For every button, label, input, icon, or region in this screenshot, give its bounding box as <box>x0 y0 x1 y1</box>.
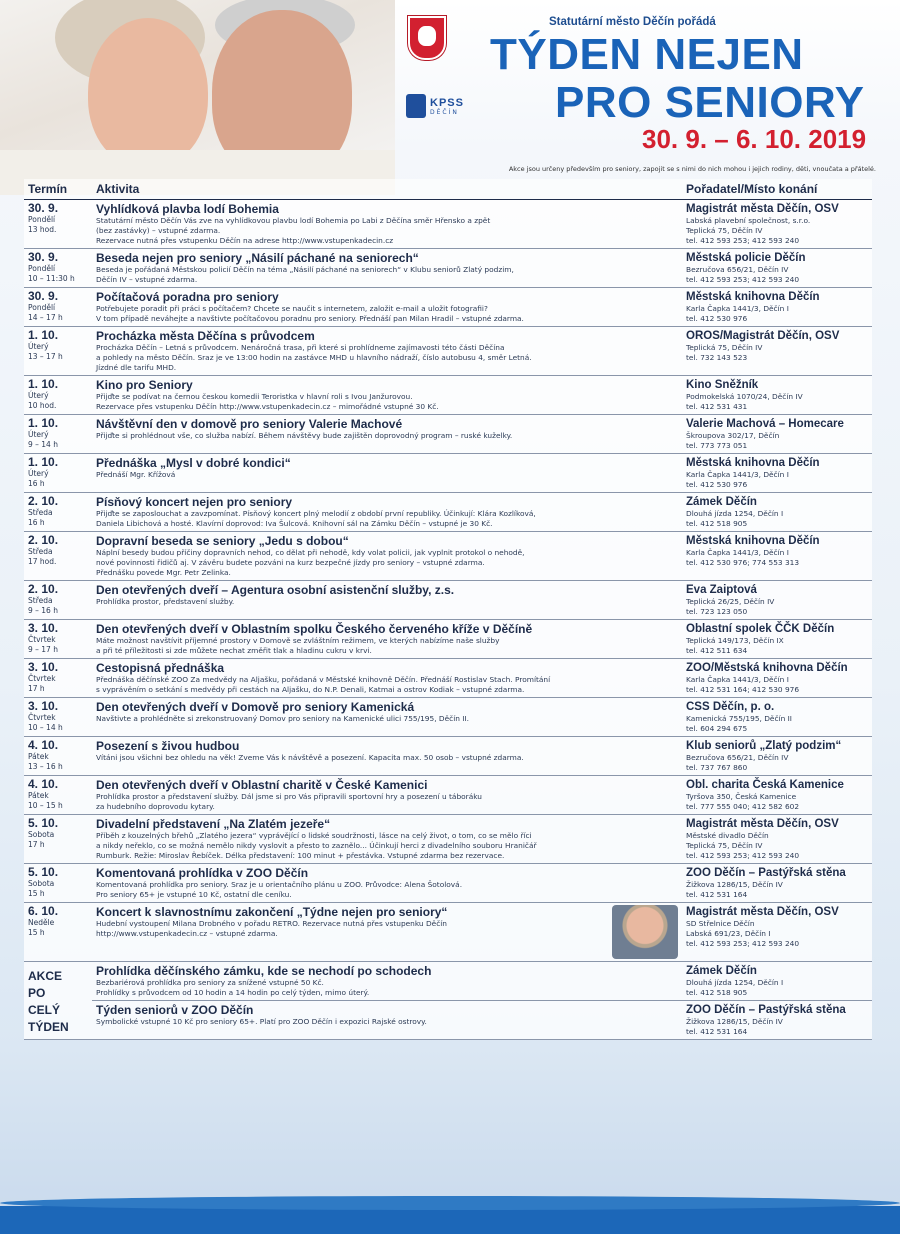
event-date: 1. 10. <box>28 455 59 469</box>
activity-cell <box>92 200 682 249</box>
header-photo-seniors <box>0 0 395 195</box>
organizer-name: CSS Děčín, p. o. <box>686 701 775 713</box>
organizer-name: OROS/Magistrát Děčín, OSV <box>686 330 840 342</box>
table-row <box>24 659 872 698</box>
table-row <box>24 454 872 493</box>
organizer-detail: Dlouhá jízda 1254, Děčín I <box>686 509 784 518</box>
kpss-logo-text: KPSS <box>430 96 464 109</box>
organizer-detail: tel. 412 511 634 <box>686 646 748 655</box>
organizer-detail: tel. 412 593 253; 412 593 240 <box>686 939 800 948</box>
event-dates: 30. 9. – 6. 10. 2019 <box>642 124 867 154</box>
organizer-cell <box>682 415 872 454</box>
term-cell <box>24 376 92 415</box>
event-time: 17 h <box>28 840 45 849</box>
organizer-cell <box>682 815 872 864</box>
column-header-activity: Aktivita <box>92 179 682 200</box>
organizer-cell <box>682 962 872 1001</box>
activity-description: za hudebního doprovodu kytary. <box>96 802 215 811</box>
activity-title: Komentovaná prohlídka v ZOO Děčín <box>96 866 309 880</box>
term-cell <box>24 659 92 698</box>
activity-description: Symbolické vstupné 10 Kč pro seniory 65+. Platí pro ZOO Děčín i expozici Rajské ostrovy. <box>96 1017 427 1026</box>
event-time: 16 h <box>28 479 45 488</box>
organizer-name: ZOO/Městská knihovna Děčín <box>686 662 848 674</box>
event-time: 17 h <box>28 684 45 693</box>
table-row <box>24 532 872 581</box>
activity-description: s vyprávěním o setkání s medvědy při cestách na Aljašku, do N.P. Denali, Katmai a ostrov Kodiak – vstupné zdarma. <box>96 685 525 694</box>
organizer-detail: tel. 412 593 253; 412 593 240 <box>686 236 800 245</box>
event-day: Středa <box>28 596 53 605</box>
organizer-detail: Teplická 75, Děčín IV <box>686 343 763 352</box>
event-day: Sobota <box>28 830 55 839</box>
organizer-cell <box>682 200 872 249</box>
column-header-organizer: Pořadatel/Místo konání <box>682 179 872 200</box>
city-coat-of-arms-icon <box>408 16 446 60</box>
organizer-detail: Dlouhá jízda 1254, Děčín I <box>686 978 784 987</box>
activity-title: Vyhlídková plavba lodí Bohemia <box>96 202 279 216</box>
event-day: Pátek <box>28 791 49 800</box>
event-date: 3. 10. <box>28 699 59 713</box>
event-date: 30. 9. <box>28 250 59 264</box>
event-day: Středa <box>28 508 53 517</box>
organizer-name: ZOO Děčín – Pastýřská stěna <box>686 867 846 879</box>
event-time: 10 hod. <box>28 401 57 410</box>
event-day: Pondělí <box>28 303 56 312</box>
activity-description: Vítáni jsou všichni bez ohledu na věk! Zveme Vás k návštěvě a posezení. Kapacita max. 50 osob – vstupné zdarma. <box>96 753 524 762</box>
activity-description: Statutární město Děčín Vás zve na vyhlídkovou plavbu lodí Bohemia po Labi z Děčína směr Hřensko a zpět <box>96 216 491 225</box>
activity-title: Den otevřených dveří v Oblastním spolku Českého červeného kříže v Děčíně <box>96 622 533 636</box>
activity-description: a pohledy na město Děčín. Sraz je ve 13:00 hodin na zastávce MHD u hlavního nádraží, číslo autobusu 4, směr Letná. <box>96 353 532 362</box>
organizer-cell <box>682 327 872 376</box>
organizer-cell <box>682 903 872 962</box>
organizer-detail: Karla Čapka 1441/3, Děčín I <box>686 304 789 313</box>
term-cell <box>24 581 92 620</box>
organizer-detail: Bezručova 656/21, Děčín IV <box>686 265 789 274</box>
activity-title: Den otevřených dveří – Agentura osobní asistenční služby, z.s. <box>96 583 455 597</box>
organizer-name: Magistrát města Děčín, OSV <box>686 818 839 830</box>
activity-cell <box>92 815 682 864</box>
event-day: Neděle <box>28 918 55 927</box>
activity-description: (bez zastávky) – vstupné zdarma. <box>96 226 221 235</box>
activity-cell <box>92 581 682 620</box>
schedule-table <box>24 179 872 1040</box>
organizer-detail: Tyršova 350, Česká Kamenice <box>686 792 797 801</box>
organizer-detail: tel. 412 530 976 <box>686 480 748 489</box>
event-day: Čtvrtek <box>28 674 56 683</box>
activity-description: http://www.vstupenkadecin.cz – vstupné zdarma. <box>96 929 278 938</box>
activity-title: Týden seniorů v ZOO Děčín <box>96 1003 254 1017</box>
organizer-cell <box>682 532 872 581</box>
event-date: 30. 9. <box>28 289 59 303</box>
organizer-detail: tel. 412 518 905 <box>686 519 748 528</box>
activity-description: Bezbariérová prohlídka pro seniory za snížené vstupné 50 Kč. <box>96 978 324 987</box>
all-week-label-line: TÝDEN <box>28 1020 69 1034</box>
term-cell <box>24 249 92 288</box>
activity-description: a při té příležitosti si zde můžete nechat změřit tlak a hladinu cukru v krvi. <box>96 646 372 655</box>
organizer-detail: Žižkova 1286/15, Děčín IV <box>686 880 783 889</box>
page-title-line1: TÝDEN NEJEN <box>490 30 804 79</box>
activity-cell <box>92 493 682 532</box>
activity-description: a nikdy neřeklo, co se možná nemělo nikdy vyslovit a přesto to zaznělo... Účinkují herci z divadelního souboru Hraničář <box>96 841 537 850</box>
audience-note: Akce jsou určeny především pro seniory, zapojit se s nimi do nich mohou i jejich rodiny, děti, vnoučata a přátelé. <box>508 165 876 173</box>
organizer-name: Eva Zaiptová <box>686 584 757 596</box>
event-time: 17 hod. <box>28 557 57 566</box>
activity-cell <box>92 737 682 776</box>
event-day: Čtvrtek <box>28 635 56 644</box>
organizer-detail: Teplická 26/25, Děčín IV <box>686 597 775 606</box>
organizer-name: Obl. charita Česká Kamenice <box>686 779 844 791</box>
organizer-detail: tel. 604 294 675 <box>686 724 748 733</box>
organizer-detail: Kamenická 755/195, Děčín II <box>686 714 792 723</box>
activity-description: Prohlídky s průvodcem od 10 hodin a 14 hodin po celý týden, mimo úterý. <box>96 988 370 997</box>
activity-title: Cestopisná přednáška <box>96 661 225 675</box>
organizer-detail: Karla Čapka 1441/3, Děčín I <box>686 675 789 684</box>
term-cell <box>24 200 92 249</box>
activity-description: Příběh z kouzelných břehů „Zlatého jezera“ vyprávějící o lidské soudržnosti, lásce na celý život, o tom, co se mělo říci <box>96 831 532 840</box>
activity-description: Náplní besedy budou příčiny dopravních nehod, co dělat při nehodě, kdy volat policii, jak vyplnit protokol o nehodě, <box>96 548 525 557</box>
table-row <box>24 288 872 327</box>
activity-description: V tom případě neváhejte a navštivte počítačovou poradnu pro seniory. Přednáší pan Milan Hradil – vstupné zdarma. <box>96 314 524 323</box>
organizer-cell <box>682 493 872 532</box>
activity-cell <box>92 415 682 454</box>
table-row <box>24 903 872 962</box>
activity-title: Den otevřených dveří v Oblastní charitě v České Kamenici <box>96 778 428 792</box>
activity-description: Rumburk. Režie: Miroslav Řebíček. Délka představení: 100 minut + přestávka. Vstupné zdarma bez rezervace. <box>96 851 505 860</box>
organizer-cell <box>682 620 872 659</box>
activity-description: Prohlídka prostor, představení služby. <box>96 597 235 606</box>
organizer-detail: Teplická 75, Děčín IV <box>686 226 763 235</box>
table-row <box>24 200 872 249</box>
organizer-detail: Karla Čapka 1441/3, Děčín I <box>686 470 789 479</box>
organizer-name: Magistrát města Děčín, OSV <box>686 906 839 918</box>
event-date: 4. 10. <box>28 777 59 791</box>
event-day: Čtvrtek <box>28 713 56 722</box>
event-date: 5. 10. <box>28 865 59 879</box>
activity-description: Jízdné dle tarifu MHD. <box>96 363 177 372</box>
term-cell <box>24 532 92 581</box>
organizer-cell <box>682 737 872 776</box>
organizer-detail: tel. 412 530 976 <box>686 314 748 323</box>
term-cell <box>24 698 92 737</box>
event-day: Pondělí <box>28 215 56 224</box>
activity-cell <box>92 288 682 327</box>
organizer-name: Valerie Machová – Homecare <box>686 418 844 430</box>
activity-description: Máte možnost navštívit příjemné prostory v Domově se zvláštním režimem, ve kterých nabízíme naše služby <box>96 636 500 645</box>
table-row <box>24 415 872 454</box>
organizer-detail: tel. 412 530 976; 774 553 313 <box>686 558 800 567</box>
organizer-detail: tel. 412 531 164 <box>686 1027 748 1036</box>
organizer-detail: Bezručova 656/21, Děčín IV <box>686 753 789 762</box>
activity-cell <box>92 659 682 698</box>
event-date: 30. 9. <box>28 201 59 215</box>
organizer-detail: Labská plavební společnost, s.r.o. <box>686 216 811 225</box>
event-date: 2. 10. <box>28 533 59 547</box>
event-time: 10 – 11:30 h <box>28 274 75 283</box>
activity-cell <box>92 698 682 737</box>
table-row <box>24 581 872 620</box>
event-time: 9 – 17 h <box>28 645 58 654</box>
activity-cell <box>92 1001 682 1040</box>
event-day: Úterý <box>28 391 49 400</box>
organizer-detail: tel. 412 531 431 <box>686 402 748 411</box>
event-date: 1. 10. <box>28 328 59 342</box>
event-time: 16 h <box>28 518 45 527</box>
organizer-name: Zámek Děčín <box>686 496 757 508</box>
column-header-term: Termín <box>24 179 92 200</box>
footer-wave <box>0 1206 900 1234</box>
event-date: 3. 10. <box>28 621 59 635</box>
activity-description: Přijďte se zaposlouchat a zavzpomínat. Písňový koncert plný melodií z období první republiky. Účinkují: Klára Kozlíková, <box>96 509 536 518</box>
table-header-row <box>24 179 872 200</box>
activity-description: Rezervace nutná přes vstupenku Děčín na adrese http://www.vstupenkadecin.cz <box>96 236 394 245</box>
term-cell <box>24 288 92 327</box>
term-cell <box>24 903 92 962</box>
activity-cell <box>92 327 682 376</box>
table-row <box>24 493 872 532</box>
activity-title: Den otevřených dveří v Domově pro seniory Kamenická <box>96 700 415 714</box>
organizer-line: Statutární město Děčín pořádá <box>549 16 716 28</box>
event-day: Pátek <box>28 752 49 761</box>
organizer-cell <box>682 1001 872 1040</box>
organizer-detail: Žižkova 1286/15, Děčín IV <box>686 1017 783 1026</box>
activity-title: Kino pro Seniory <box>96 378 193 392</box>
event-day: Sobota <box>28 879 55 888</box>
activity-cell <box>92 249 682 288</box>
event-day: Úterý <box>28 430 49 439</box>
activity-description: Prohlídka prostor a představení služby. Dál jsme si pro Vás připravili sportovní hry a posezení u táboráku <box>96 792 482 801</box>
activity-description: Hudební vystoupení Milana Drobného v pořadu RETRO. Rezervace nutná přes vstupenku Děčín <box>96 919 447 928</box>
term-cell <box>24 864 92 903</box>
event-date: 1. 10. <box>28 416 59 430</box>
organizer-name: Magistrát města Děčín, OSV <box>686 203 839 215</box>
organizer-detail: Teplická 149/173, Děčín IX <box>686 636 784 645</box>
activity-cell <box>92 864 682 903</box>
term-cell <box>24 327 92 376</box>
organizer-detail: tel. 412 518 905 <box>686 988 748 997</box>
activity-title: Divadelní představení „Na Zlatém jezeře“ <box>96 817 331 831</box>
term-cell <box>24 415 92 454</box>
term-cell <box>24 620 92 659</box>
table-row-all-week <box>24 962 872 1001</box>
organizer-detail: Městské divadlo Děčín <box>686 831 769 840</box>
kpss-logo <box>406 94 464 118</box>
table-row <box>24 620 872 659</box>
table-row <box>24 249 872 288</box>
event-time: 14 – 17 h <box>28 313 63 322</box>
activity-title: Písňový koncert nejen pro seniory <box>96 495 293 509</box>
table-row <box>24 737 872 776</box>
activity-description: Přijďte se podívat na černou českou komedii Teroristka v hlavní roli s Ivou Janžurovou. <box>96 392 413 401</box>
kpss-logo-subtext: DĚČÍN <box>430 108 459 116</box>
activity-cell <box>92 376 682 415</box>
organizer-name: Oblastní spolek ČČK Děčín <box>686 623 835 635</box>
organizer-detail: Podmokelská 1070/24, Děčín IV <box>686 392 803 401</box>
all-week-label-line: CELÝ <box>28 1003 61 1017</box>
activity-description: Procházka Děčín – Letná s průvodcem. Nenáročná trasa, při které si prohlídneme zajímavosti této části Děčína <box>96 343 505 352</box>
event-date: 5. 10. <box>28 816 59 830</box>
event-date: 4. 10. <box>28 738 59 752</box>
activity-description: nové povinnosti řidičů aj. V závěru budete pozváni na kurz bezpečné jízdy pro seniory – vstupné zdarma. <box>96 558 485 567</box>
organizer-cell <box>682 288 872 327</box>
organizer-detail: tel. 773 773 051 <box>686 441 748 450</box>
event-time: 15 h <box>28 928 45 937</box>
organizer-detail: Labská 691/23, Děčín I <box>686 929 771 938</box>
organizer-detail: tel. 737 767 860 <box>686 763 748 772</box>
term-cell <box>24 776 92 815</box>
activity-cell <box>92 962 682 1001</box>
organizer-name: Zámek Děčín <box>686 965 757 977</box>
organizer-detail: SD Střelnice Děčín <box>686 919 755 928</box>
organizer-cell <box>682 659 872 698</box>
organizer-cell <box>682 581 872 620</box>
event-time: 15 h <box>28 889 45 898</box>
organizer-name: Městská knihovna Děčín <box>686 535 820 547</box>
event-time: 10 – 14 h <box>28 723 63 732</box>
organizer-name: Městská knihovna Děčín <box>686 457 820 469</box>
organizer-name: Kino Sněžník <box>686 379 759 391</box>
organizer-detail: Škroupova 302/17, Děčín <box>686 431 780 440</box>
organizer-name: ZOO Děčín – Pastýřská stěna <box>686 1004 846 1016</box>
table-row <box>24 815 872 864</box>
organizer-detail: tel. 732 143 523 <box>686 353 748 362</box>
table-row <box>24 327 872 376</box>
term-cell <box>24 493 92 532</box>
activity-description: Přijďte si prohlédnout vše, co služba nabízí. Během návštěvy bude zajištěn doprovodný program – ruské kuželky. <box>96 431 513 440</box>
term-cell <box>24 737 92 776</box>
table-row-all-week <box>24 1001 872 1040</box>
organizer-detail: Karla Čapka 1441/3, Děčín I <box>686 548 789 557</box>
activity-title: Počítačová poradna pro seniory <box>96 290 279 304</box>
activity-title: Koncert k slavnostnímu zakončení „Týdne nejen pro seniory“ <box>96 905 448 919</box>
event-time: 9 – 14 h <box>28 440 58 449</box>
activity-title: Přednáška „Mysl v dobré kondici“ <box>96 456 291 470</box>
activity-title: Beseda nejen pro seniory „Násilí páchané na seniorech“ <box>96 251 419 265</box>
activity-title: Posezení s živou hudbou <box>96 739 240 753</box>
activity-cell <box>92 620 682 659</box>
activity-description: Děčín IV – vstupné zdarma. <box>96 275 198 284</box>
all-week-label-line: PO <box>28 986 46 1000</box>
activity-description: Beseda je pořádaná Městskou policií Děčín na téma „Násilí páchané na seniorech“ v Klubu seniorů Zlatý podzim, <box>96 265 514 274</box>
event-day: Pondělí <box>28 264 56 273</box>
event-time: 9 – 16 h <box>28 606 58 615</box>
event-day: Úterý <box>28 469 49 478</box>
kpss-figure-icon <box>406 94 426 118</box>
organizer-detail: tel. 723 123 050 <box>686 607 748 616</box>
organizer-detail: tel. 412 593 253; 412 593 240 <box>686 851 800 860</box>
all-week-label-line: AKCE <box>28 969 63 983</box>
page-title-line2: PRO SENIORY <box>555 78 865 127</box>
organizer-cell <box>682 376 872 415</box>
organizer-detail: tel. 412 593 253; 412 593 240 <box>686 275 800 284</box>
performer-photo <box>612 905 678 959</box>
table-row <box>24 864 872 903</box>
organizer-name: Městská policie Děčín <box>686 252 806 264</box>
event-date: 2. 10. <box>28 582 59 596</box>
activity-description: Přednáška děčínské ZOO Za medvědy na Aljašku, pořádaná v Městské knihovně Děčín. Přednáší Rostislav Stach. Promítání <box>96 675 551 684</box>
all-week-label <box>24 962 92 1040</box>
organizer-name: Klub seniorů „Zlatý podzim“ <box>686 740 842 752</box>
event-date: 3. 10. <box>28 660 59 674</box>
activity-description: Potřebujete poradit při práci s počítačem? Chcete se naučit s internetem, založit e-mail a uložit fotografii? <box>96 304 488 313</box>
activity-title: Prohlídka děčínského zámku, kde se nechodí po schodech <box>96 964 432 978</box>
term-cell <box>24 815 92 864</box>
term-cell <box>24 454 92 493</box>
activity-description: Přednáší Mgr. Křížová <box>96 470 176 479</box>
organizer-detail: tel. 777 555 040; 412 582 602 <box>686 802 800 811</box>
table-row <box>24 376 872 415</box>
event-time: 13 – 16 h <box>28 762 63 771</box>
organizer-cell <box>682 864 872 903</box>
organizer-cell <box>682 454 872 493</box>
activity-cell <box>92 454 682 493</box>
activity-cell <box>92 532 682 581</box>
activity-description: Komentovaná prohlídka pro seniory. Sraz je u orientačního plánu u ZOO. Průvodce: Alena Šotolová. <box>96 880 463 889</box>
event-date: 2. 10. <box>28 494 59 508</box>
event-day: Středa <box>28 547 53 556</box>
activity-description: Daniela Libichová a hosté. Klavírní doprovod: Iva Šulcová. Knihovní sál na Zámku Děčín – vstupné je 30 Kč. <box>96 519 493 528</box>
organizer-detail: tel. 412 531 164; 412 530 976 <box>686 685 800 694</box>
table-row <box>24 698 872 737</box>
activity-description: Rezervace přes vstupenku Děčín http://www.vstupenkadecin.cz – mimořádné vstupné 30 Kč. <box>96 402 439 411</box>
activity-description: Pro seniory 65+ je vstupné 10 Kč, ostatní dle ceníku. <box>96 890 292 899</box>
event-time: 13 – 17 h <box>28 352 63 361</box>
activity-title: Návštěvní den v domově pro seniory Valerie Machové <box>96 417 403 431</box>
event-date: 1. 10. <box>28 377 59 391</box>
event-day: Úterý <box>28 342 49 351</box>
activity-description: Přednášku povede Mgr. Petr Zelinka. <box>96 568 231 577</box>
event-time: 10 – 15 h <box>28 801 63 810</box>
organizer-name: Městská knihovna Děčín <box>686 291 820 303</box>
activity-cell <box>92 903 682 962</box>
organizer-detail: Teplická 75, Děčín IV <box>686 841 763 850</box>
activity-description: Navštivte a prohlédněte si zrekonstruovaný Domov pro seniory na Kamenické ulici 755/195, Děčín II. <box>96 714 469 723</box>
organizer-cell <box>682 249 872 288</box>
activity-title: Procházka města Děčína s průvodcem <box>96 329 315 343</box>
organizer-cell <box>682 698 872 737</box>
organizer-detail: tel. 412 531 164 <box>686 890 748 899</box>
table-row <box>24 776 872 815</box>
activity-title: Dopravní beseda se seniory „Jedu s dobou“ <box>96 534 349 548</box>
event-time: 13 hod. <box>28 225 57 234</box>
activity-cell <box>92 776 682 815</box>
organizer-cell <box>682 776 872 815</box>
event-date: 6. 10. <box>28 904 59 918</box>
